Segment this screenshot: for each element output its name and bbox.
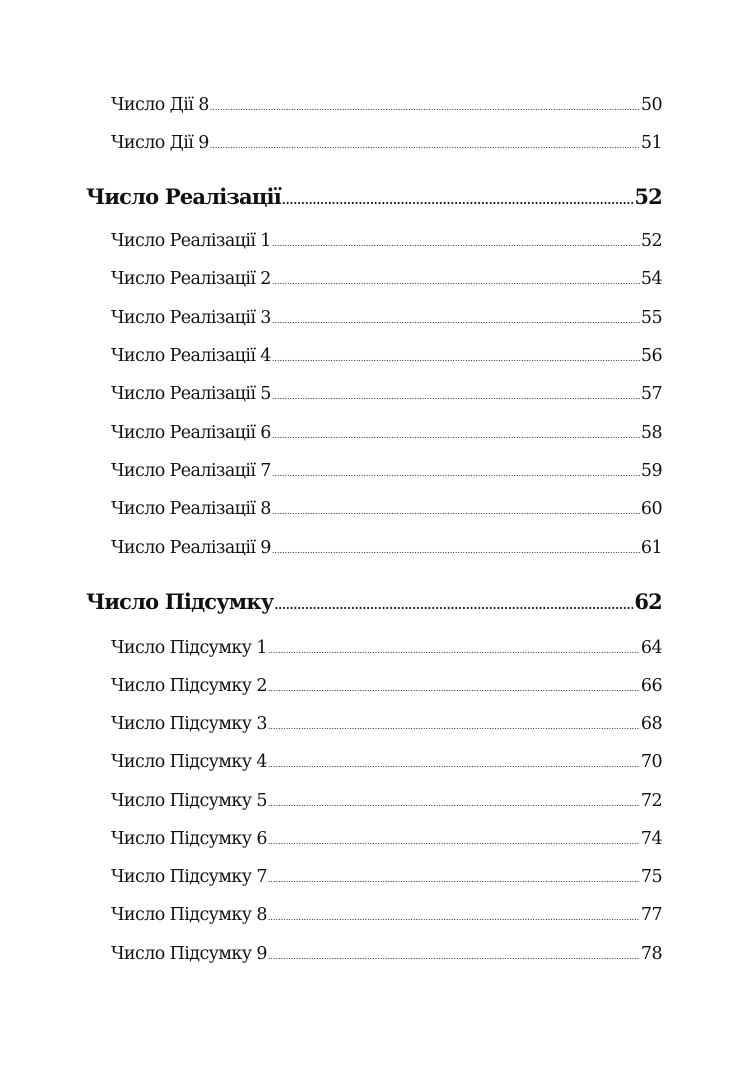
toc-entry-title: Число Підсумку 5 — [111, 791, 267, 811]
dot-leader — [272, 385, 640, 409]
toc-section-page: 62 — [634, 589, 662, 614]
toc-entry[interactable] — [111, 712, 662, 736]
toc-entry-title: Число Підсумку 8 — [111, 905, 267, 925]
toc-entry-title: Число Підсумку 7 — [111, 867, 267, 887]
toc-entry-page: 66 — [640, 676, 662, 696]
dot-leader — [268, 715, 640, 739]
toc-entry[interactable] — [111, 382, 662, 406]
toc-entry-title: Число Реалізації 3 — [111, 308, 271, 328]
toc-entry-title: Число Реалізації 7 — [111, 461, 271, 481]
toc-entry[interactable] — [111, 93, 662, 117]
toc-entry[interactable] — [111, 536, 662, 560]
dot-leader — [268, 945, 640, 969]
toc-entry-page: 70 — [640, 752, 662, 772]
toc-entry-title: Число Реалізації 1 — [111, 231, 271, 251]
toc-entry[interactable] — [111, 131, 662, 155]
toc-entry-page: 61 — [640, 538, 662, 558]
toc-entry-page: 74 — [640, 829, 662, 849]
toc-section-heading[interactable] — [86, 588, 662, 616]
toc-entry[interactable] — [111, 789, 662, 813]
toc-entry[interactable] — [111, 942, 662, 966]
dot-leader — [268, 830, 640, 854]
toc-entry[interactable] — [111, 229, 662, 253]
toc-section-title: Число Підсумку — [86, 589, 274, 614]
dot-leader — [268, 906, 640, 930]
toc-entry-page: 57 — [640, 384, 662, 404]
dot-leader — [272, 232, 640, 256]
toc-section-heading[interactable] — [86, 183, 662, 211]
toc-entry-title: Число Реалізації 2 — [111, 269, 271, 289]
toc-entry-title: Число Підсумку 2 — [111, 676, 267, 696]
toc-entry-page: 56 — [640, 346, 662, 366]
toc-entry-page: 60 — [640, 499, 662, 519]
toc-entry[interactable] — [111, 865, 662, 889]
toc-entry-page: 58 — [640, 423, 662, 443]
dot-leader — [274, 592, 633, 620]
dot-leader — [282, 187, 633, 215]
toc-entry-title: Число Реалізації 5 — [111, 384, 271, 404]
toc-entry[interactable] — [111, 344, 662, 368]
toc-entry-title: Число Дії 8 — [111, 95, 209, 115]
toc-entry-page: 59 — [640, 461, 662, 481]
toc-entry-page: 51 — [640, 133, 662, 153]
toc-entry-title: Число Підсумку 9 — [111, 944, 267, 964]
dot-leader — [268, 677, 640, 701]
toc-entry-page: 75 — [640, 867, 662, 887]
toc-entry[interactable] — [111, 497, 662, 521]
toc-entry-page: 68 — [640, 714, 662, 734]
toc-entry-title: Число Реалізації 4 — [111, 346, 271, 366]
toc-entry[interactable] — [111, 267, 662, 291]
toc-entry[interactable] — [111, 459, 662, 483]
toc-entry-page: 64 — [640, 638, 662, 658]
dot-leader — [272, 539, 640, 563]
dot-leader — [272, 500, 640, 524]
toc-section-title: Число Реалізації — [86, 184, 281, 209]
toc-entry[interactable] — [111, 674, 662, 698]
dot-leader — [210, 96, 640, 120]
toc-entry[interactable] — [111, 903, 662, 927]
dot-leader — [268, 753, 640, 777]
toc-entry-title: Число Дії 9 — [111, 133, 209, 153]
toc-entry-page: 55 — [640, 308, 662, 328]
toc-entry-title: Число Підсумку 1 — [111, 638, 267, 658]
toc-entry-title: Число Підсумку 3 — [111, 714, 267, 734]
dot-leader — [272, 309, 640, 333]
toc-entry-page: 54 — [640, 269, 662, 289]
toc-entry-page: 78 — [640, 944, 662, 964]
toc-entry[interactable] — [111, 827, 662, 851]
toc-entry-title: Число Реалізації 9 — [111, 538, 271, 558]
toc-entry[interactable] — [111, 306, 662, 330]
dot-leader — [210, 134, 640, 158]
dot-leader — [272, 270, 640, 294]
toc-entry[interactable] — [111, 636, 662, 660]
dot-leader — [272, 347, 640, 371]
dot-leader — [272, 462, 640, 486]
toc-entry-page: 50 — [640, 95, 662, 115]
toc-entry[interactable] — [111, 750, 662, 774]
dot-leader — [272, 424, 640, 448]
dot-leader — [268, 868, 640, 892]
toc-section-page: 52 — [634, 184, 662, 209]
toc-entry-page: 72 — [640, 791, 662, 811]
dot-leader — [268, 792, 640, 816]
toc-entry-page: 77 — [640, 905, 662, 925]
toc-entry-title: Число Реалізації 8 — [111, 499, 271, 519]
dot-leader — [268, 639, 640, 663]
toc-entry-title: Число Реалізації 6 — [111, 423, 271, 443]
toc-entry-title: Число Підсумку 4 — [111, 752, 267, 772]
toc-entry-page: 52 — [640, 231, 662, 251]
toc-entry[interactable] — [111, 421, 662, 445]
toc-entry-title: Число Підсумку 6 — [111, 829, 267, 849]
